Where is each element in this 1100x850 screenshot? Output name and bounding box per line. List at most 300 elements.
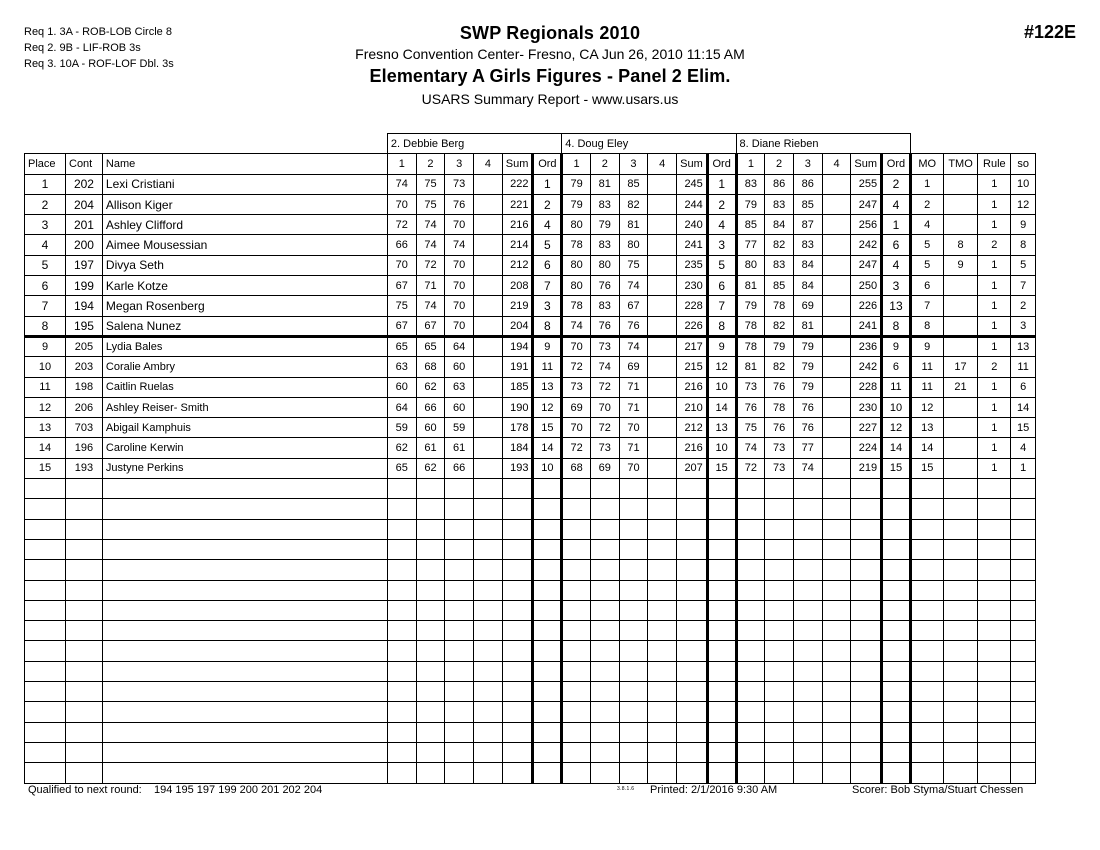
cell-tmo: 21 bbox=[943, 377, 978, 397]
cell-empty bbox=[502, 702, 533, 722]
cell-score-panel1-req1: 67 bbox=[387, 276, 416, 296]
cell-score-panel3-req3: 83 bbox=[793, 235, 822, 255]
cell-empty bbox=[978, 661, 1011, 681]
table-row[interactable] bbox=[25, 255, 1036, 275]
cell-score-panel1-req3: 70 bbox=[445, 276, 474, 296]
cell-sum-panel3: 247 bbox=[851, 255, 882, 275]
cell-empty bbox=[707, 580, 736, 600]
cell-empty bbox=[562, 682, 591, 702]
cell-empty bbox=[416, 722, 445, 742]
cell-empty bbox=[1011, 519, 1036, 539]
cell-empty bbox=[851, 682, 882, 702]
cell-empty bbox=[619, 560, 648, 580]
cell-empty bbox=[66, 722, 103, 742]
cell-sum-panel1: 185 bbox=[502, 377, 533, 397]
cell-empty bbox=[590, 742, 619, 762]
cell-sum-panel1: 222 bbox=[502, 174, 533, 194]
cell-sum-panel1: 214 bbox=[502, 235, 533, 255]
cell-empty bbox=[474, 560, 503, 580]
cell-empty bbox=[102, 742, 387, 762]
cell-empty bbox=[677, 560, 708, 580]
cell-score-panel3-req4 bbox=[822, 235, 851, 255]
cell-empty bbox=[882, 499, 911, 519]
header-j2-ord: Ord bbox=[707, 154, 736, 174]
table-row-empty[interactable] bbox=[25, 702, 1036, 722]
cell-sum-panel1: 212 bbox=[502, 255, 533, 275]
cell-empty bbox=[1011, 641, 1036, 661]
cell-empty bbox=[707, 560, 736, 580]
cell-empty bbox=[533, 479, 562, 499]
cell-empty bbox=[822, 661, 851, 681]
cell-empty bbox=[102, 722, 387, 742]
table-row-empty[interactable] bbox=[25, 641, 1036, 661]
document-number: #122E bbox=[1023, 22, 1076, 42]
table-row-empty[interactable] bbox=[25, 580, 1036, 600]
cell-sum-panel2: 235 bbox=[677, 255, 708, 275]
cell-mo: 5 bbox=[910, 235, 943, 255]
cell-contestant-number: 197 bbox=[66, 255, 103, 275]
header-place: Place bbox=[25, 154, 66, 174]
cell-empty bbox=[943, 479, 978, 499]
printed-stamp: Printed: 2/1/2016 9:30 AM bbox=[650, 784, 778, 796]
header-cont: Cont bbox=[66, 154, 103, 174]
cell-score-panel1-req4 bbox=[474, 174, 503, 194]
cell-score-panel1-req1: 72 bbox=[387, 215, 416, 235]
table-row[interactable] bbox=[25, 296, 1036, 316]
version-stamp: 3.8.1.6 bbox=[617, 786, 635, 792]
cell-score-panel3-req1: 78 bbox=[736, 336, 765, 356]
cell-empty bbox=[25, 641, 66, 661]
cell-sum-panel3: 242 bbox=[851, 235, 882, 255]
table-row-empty[interactable] bbox=[25, 539, 1036, 559]
header-j2-s3: 3 bbox=[619, 154, 648, 174]
cell-empty bbox=[387, 560, 416, 580]
cell-so: 13 bbox=[1011, 336, 1036, 356]
table-row[interactable] bbox=[25, 438, 1036, 458]
table-row-empty[interactable] bbox=[25, 519, 1036, 539]
cell-score-panel3-req1: 80 bbox=[736, 255, 765, 275]
table-row-empty[interactable] bbox=[25, 682, 1036, 702]
cell-ord-panel3: 12 bbox=[882, 418, 911, 438]
cell-sum-panel3: 228 bbox=[851, 377, 882, 397]
table-row[interactable] bbox=[25, 316, 1036, 336]
cell-empty bbox=[851, 580, 882, 600]
cell-score-panel1-req2: 68 bbox=[416, 357, 445, 377]
cell-empty bbox=[445, 742, 474, 762]
scorer-line: Scorer: Bob Styma/Stuart Chessen bbox=[852, 784, 1024, 796]
cell-sum-panel2: 230 bbox=[677, 276, 708, 296]
cell-score-panel2-req3: 70 bbox=[619, 458, 648, 478]
cell-empty bbox=[445, 682, 474, 702]
cell-empty bbox=[677, 742, 708, 762]
header-j2-sum: Sum bbox=[677, 154, 708, 174]
cell-empty bbox=[736, 682, 765, 702]
cell-empty bbox=[677, 580, 708, 600]
cell-empty bbox=[445, 621, 474, 641]
cell-score-panel3-req2: 73 bbox=[765, 458, 794, 478]
cell-score-panel2-req4 bbox=[648, 377, 677, 397]
cell-so: 9 bbox=[1011, 215, 1036, 235]
cell-empty bbox=[590, 560, 619, 580]
cell-score-panel3-req2: 82 bbox=[765, 235, 794, 255]
cell-ord-panel1: 14 bbox=[533, 438, 562, 458]
cell-tmo bbox=[943, 215, 978, 235]
cell-score-panel1-req3: 60 bbox=[445, 397, 474, 417]
cell-sum-panel1: 184 bbox=[502, 438, 533, 458]
cell-sum-panel1: 204 bbox=[502, 316, 533, 336]
cell-empty bbox=[533, 519, 562, 539]
cell-ord-panel2: 5 bbox=[707, 255, 736, 275]
cell-empty bbox=[66, 763, 103, 783]
table-row-empty[interactable] bbox=[25, 621, 1036, 641]
cell-empty bbox=[677, 682, 708, 702]
cell-score-panel2-req1: 78 bbox=[562, 235, 591, 255]
cell-empty bbox=[562, 499, 591, 519]
cell-ord-panel1: 3 bbox=[533, 296, 562, 316]
cell-ord-panel2: 9 bbox=[707, 336, 736, 356]
cell-empty bbox=[851, 641, 882, 661]
cell-empty bbox=[502, 621, 533, 641]
cell-empty bbox=[102, 519, 387, 539]
cell-score-panel3-req2: 86 bbox=[765, 174, 794, 194]
cell-rule: 1 bbox=[978, 296, 1011, 316]
cell-tmo: 9 bbox=[943, 255, 978, 275]
cell-contestant-number: 199 bbox=[66, 276, 103, 296]
cell-empty bbox=[445, 499, 474, 519]
cell-empty bbox=[943, 722, 978, 742]
table-row[interactable] bbox=[25, 174, 1036, 194]
cell-empty bbox=[445, 722, 474, 742]
cell-score-panel2-req1: 80 bbox=[562, 215, 591, 235]
cell-score-panel3-req2: 82 bbox=[765, 316, 794, 336]
table-row[interactable] bbox=[25, 377, 1036, 397]
cell-empty bbox=[502, 519, 533, 539]
cell-empty bbox=[822, 600, 851, 620]
cell-score-panel2-req1: 79 bbox=[562, 174, 591, 194]
cell-empty bbox=[736, 560, 765, 580]
cell-empty bbox=[882, 763, 911, 783]
cell-mo: 2 bbox=[910, 194, 943, 214]
cell-empty bbox=[25, 580, 66, 600]
cell-empty bbox=[562, 519, 591, 539]
cell-contestant-number: 193 bbox=[66, 458, 103, 478]
cell-empty bbox=[910, 499, 943, 519]
table-row-empty[interactable] bbox=[25, 661, 1036, 681]
cell-score-panel1-req2: 75 bbox=[416, 194, 445, 214]
cell-empty bbox=[562, 621, 591, 641]
cell-score-panel1-req3: 70 bbox=[445, 215, 474, 235]
cell-empty bbox=[822, 519, 851, 539]
cell-score-panel1-req2: 74 bbox=[416, 235, 445, 255]
cell-empty bbox=[765, 702, 794, 722]
cell-ord-panel1: 2 bbox=[533, 194, 562, 214]
table-row[interactable] bbox=[25, 194, 1036, 214]
cell-ord-panel1: 9 bbox=[533, 336, 562, 356]
cell-sum-panel3: 247 bbox=[851, 194, 882, 214]
header-j3-s4: 4 bbox=[822, 154, 851, 174]
cell-empty bbox=[533, 539, 562, 559]
requirement-2: Req 2. 9B - LIF-ROB 3s bbox=[24, 42, 141, 54]
cell-empty bbox=[943, 600, 978, 620]
table-row-empty[interactable] bbox=[25, 722, 1036, 742]
cell-empty bbox=[707, 479, 736, 499]
cell-tmo bbox=[943, 316, 978, 336]
cell-tmo bbox=[943, 397, 978, 417]
cell-empty bbox=[943, 519, 978, 539]
cell-empty bbox=[102, 661, 387, 681]
cell-empty bbox=[793, 661, 822, 681]
cell-score-panel2-req3: 82 bbox=[619, 194, 648, 214]
cell-empty bbox=[66, 661, 103, 681]
cell-empty bbox=[793, 702, 822, 722]
cell-empty bbox=[502, 580, 533, 600]
cell-score-panel3-req2: 79 bbox=[765, 336, 794, 356]
cell-empty bbox=[648, 560, 677, 580]
header-so: so bbox=[1011, 154, 1036, 174]
cell-empty bbox=[736, 600, 765, 620]
cell-ord-panel3: 10 bbox=[882, 397, 911, 417]
cell-empty bbox=[707, 641, 736, 661]
cell-tmo bbox=[943, 438, 978, 458]
cell-ord-panel2: 4 bbox=[707, 215, 736, 235]
cell-score-panel3-req2: 84 bbox=[765, 215, 794, 235]
cell-contestant-number: 194 bbox=[66, 296, 103, 316]
cell-score-panel2-req3: 69 bbox=[619, 357, 648, 377]
cell-score-panel2-req1: 73 bbox=[562, 377, 591, 397]
cell-sum-panel1: 190 bbox=[502, 397, 533, 417]
cell-ord-panel3: 2 bbox=[882, 174, 911, 194]
cell-score-panel2-req4 bbox=[648, 215, 677, 235]
cell-empty bbox=[502, 763, 533, 783]
cell-empty bbox=[765, 560, 794, 580]
table-row-empty[interactable] bbox=[25, 742, 1036, 762]
cell-empty bbox=[445, 600, 474, 620]
cell-empty bbox=[474, 641, 503, 661]
cell-empty bbox=[416, 539, 445, 559]
cell-empty bbox=[102, 499, 387, 519]
cell-score-panel2-req2: 70 bbox=[590, 397, 619, 417]
cell-empty bbox=[445, 763, 474, 783]
cell-empty bbox=[736, 702, 765, 722]
results-body bbox=[25, 174, 1036, 783]
cell-empty bbox=[590, 519, 619, 539]
cell-empty bbox=[590, 661, 619, 681]
cell-score-panel1-req4 bbox=[474, 194, 503, 214]
cell-empty bbox=[102, 539, 387, 559]
cell-score-panel2-req1: 68 bbox=[562, 458, 591, 478]
table-row[interactable] bbox=[25, 215, 1036, 235]
cell-empty bbox=[502, 742, 533, 762]
cell-empty bbox=[707, 539, 736, 559]
cell-score-panel1-req1: 75 bbox=[387, 296, 416, 316]
table-row[interactable] bbox=[25, 418, 1036, 438]
cell-score-panel1-req2: 65 bbox=[416, 336, 445, 356]
cell-score-panel1-req1: 64 bbox=[387, 397, 416, 417]
cell-empty bbox=[943, 641, 978, 661]
cell-empty bbox=[619, 742, 648, 762]
competition-title: SWP Regionals 2010 bbox=[459, 23, 641, 43]
cell-empty bbox=[677, 519, 708, 539]
cell-score-panel3-req1: 81 bbox=[736, 276, 765, 296]
cell-ord-panel2: 6 bbox=[707, 276, 736, 296]
cell-empty bbox=[25, 621, 66, 641]
cell-empty bbox=[707, 742, 736, 762]
cell-empty bbox=[677, 479, 708, 499]
cell-empty bbox=[474, 702, 503, 722]
cell-empty bbox=[793, 560, 822, 580]
cell-empty bbox=[882, 621, 911, 641]
band-spacer bbox=[910, 134, 943, 154]
cell-empty bbox=[882, 742, 911, 762]
cell-empty bbox=[851, 742, 882, 762]
table-row[interactable] bbox=[25, 458, 1036, 478]
cell-empty bbox=[910, 539, 943, 559]
table-row-empty[interactable] bbox=[25, 499, 1036, 519]
cell-empty bbox=[416, 682, 445, 702]
table-row-empty[interactable] bbox=[25, 560, 1036, 580]
cell-score-panel2-req4 bbox=[648, 397, 677, 417]
cell-score-panel2-req4 bbox=[648, 438, 677, 458]
cell-empty bbox=[66, 539, 103, 559]
cell-empty bbox=[882, 661, 911, 681]
cell-sum-panel1: 219 bbox=[502, 296, 533, 316]
cell-empty bbox=[416, 661, 445, 681]
cell-score-panel3-req2: 85 bbox=[765, 276, 794, 296]
cell-tmo bbox=[943, 276, 978, 296]
cell-empty bbox=[1011, 661, 1036, 681]
cell-empty bbox=[822, 742, 851, 762]
cell-score-panel2-req3: 74 bbox=[619, 276, 648, 296]
cell-empty bbox=[765, 519, 794, 539]
cell-score-panel2-req2: 73 bbox=[590, 336, 619, 356]
cell-score-panel3-req4 bbox=[822, 336, 851, 356]
cell-score-panel2-req4 bbox=[648, 194, 677, 214]
cell-empty bbox=[562, 560, 591, 580]
cell-empty bbox=[793, 600, 822, 620]
cell-score-panel1-req3: 61 bbox=[445, 438, 474, 458]
cell-sum-panel2: 240 bbox=[677, 215, 708, 235]
cell-score-panel2-req2: 83 bbox=[590, 194, 619, 214]
cell-empty bbox=[648, 702, 677, 722]
cell-empty bbox=[502, 499, 533, 519]
cell-empty bbox=[533, 560, 562, 580]
cell-empty bbox=[677, 763, 708, 783]
cell-score-panel3-req2: 82 bbox=[765, 357, 794, 377]
cell-empty bbox=[910, 479, 943, 499]
table-row-empty[interactable] bbox=[25, 763, 1036, 783]
cell-empty bbox=[502, 479, 533, 499]
cell-score-panel2-req2: 83 bbox=[590, 235, 619, 255]
cell-empty bbox=[387, 499, 416, 519]
cell-score-panel2-req1: 79 bbox=[562, 194, 591, 214]
cell-empty bbox=[533, 763, 562, 783]
table-row-empty[interactable] bbox=[25, 600, 1036, 620]
cell-place: 7 bbox=[25, 296, 66, 316]
cell-empty bbox=[619, 479, 648, 499]
band-spacer bbox=[66, 134, 103, 154]
cell-ord-panel2: 14 bbox=[707, 397, 736, 417]
cell-rule: 1 bbox=[978, 458, 1011, 478]
cell-score-panel3-req4 bbox=[822, 397, 851, 417]
cell-empty bbox=[851, 702, 882, 722]
table-row-empty[interactable] bbox=[25, 479, 1036, 499]
venue-line: Fresno Convention Center- Fresno, CA Jun 26, 2010 11:15 AM bbox=[355, 46, 745, 62]
cell-empty bbox=[387, 661, 416, 681]
header-j1-sum: Sum bbox=[502, 154, 533, 174]
cell-score-panel1-req3: 70 bbox=[445, 316, 474, 336]
cell-empty bbox=[736, 661, 765, 681]
cell-empty bbox=[562, 722, 591, 742]
cell-score-panel2-req1: 74 bbox=[562, 316, 591, 336]
cell-empty bbox=[387, 621, 416, 641]
cell-empty bbox=[648, 621, 677, 641]
cell-score-panel2-req1: 78 bbox=[562, 296, 591, 316]
table-row[interactable] bbox=[25, 397, 1036, 417]
cell-empty bbox=[736, 742, 765, 762]
cell-empty bbox=[445, 539, 474, 559]
cell-score-panel3-req4 bbox=[822, 194, 851, 214]
cell-skater-name: Divya Seth bbox=[102, 255, 387, 275]
cell-score-panel3-req3: 77 bbox=[793, 438, 822, 458]
cell-empty bbox=[736, 722, 765, 742]
table-row[interactable] bbox=[25, 357, 1036, 377]
cell-rule: 1 bbox=[978, 255, 1011, 275]
cell-empty bbox=[736, 539, 765, 559]
cell-score-panel3-req4 bbox=[822, 276, 851, 296]
cell-empty bbox=[590, 600, 619, 620]
cell-empty bbox=[533, 499, 562, 519]
cell-sum-panel2: 226 bbox=[677, 316, 708, 336]
cell-score-panel3-req1: 83 bbox=[736, 174, 765, 194]
cell-empty bbox=[387, 702, 416, 722]
cell-empty bbox=[648, 682, 677, 702]
cell-sum-panel1: 221 bbox=[502, 194, 533, 214]
cell-mo: 14 bbox=[910, 438, 943, 458]
table-row[interactable] bbox=[25, 276, 1036, 296]
cell-score-panel3-req4 bbox=[822, 458, 851, 478]
cell-empty bbox=[502, 722, 533, 742]
cell-empty bbox=[882, 722, 911, 742]
cell-place: 14 bbox=[25, 438, 66, 458]
cell-score-panel2-req1: 80 bbox=[562, 276, 591, 296]
cell-score-panel2-req2: 80 bbox=[590, 255, 619, 275]
table-row[interactable] bbox=[25, 336, 1036, 356]
cell-empty bbox=[474, 580, 503, 600]
cell-score-panel3-req3: 84 bbox=[793, 276, 822, 296]
cell-empty bbox=[677, 661, 708, 681]
cell-score-panel1-req3: 70 bbox=[445, 255, 474, 275]
header-rule: Rule bbox=[978, 154, 1011, 174]
header-j2-s2: 2 bbox=[590, 154, 619, 174]
cell-sum-panel2: 217 bbox=[677, 336, 708, 356]
cell-ord-panel1: 4 bbox=[533, 215, 562, 235]
cell-skater-name: Aimee Mousessian bbox=[102, 235, 387, 255]
cell-empty bbox=[474, 600, 503, 620]
cell-empty bbox=[590, 722, 619, 742]
table-row[interactable] bbox=[25, 235, 1036, 255]
cell-empty bbox=[416, 580, 445, 600]
cell-empty bbox=[910, 519, 943, 539]
cell-empty bbox=[590, 479, 619, 499]
cell-empty bbox=[533, 702, 562, 722]
cell-empty bbox=[978, 641, 1011, 661]
cell-empty bbox=[765, 722, 794, 742]
cell-empty bbox=[851, 479, 882, 499]
cell-empty bbox=[562, 600, 591, 620]
cell-sum-panel2: 210 bbox=[677, 397, 708, 417]
cell-skater-name: Caroline Kerwin bbox=[102, 438, 387, 458]
cell-empty bbox=[648, 763, 677, 783]
